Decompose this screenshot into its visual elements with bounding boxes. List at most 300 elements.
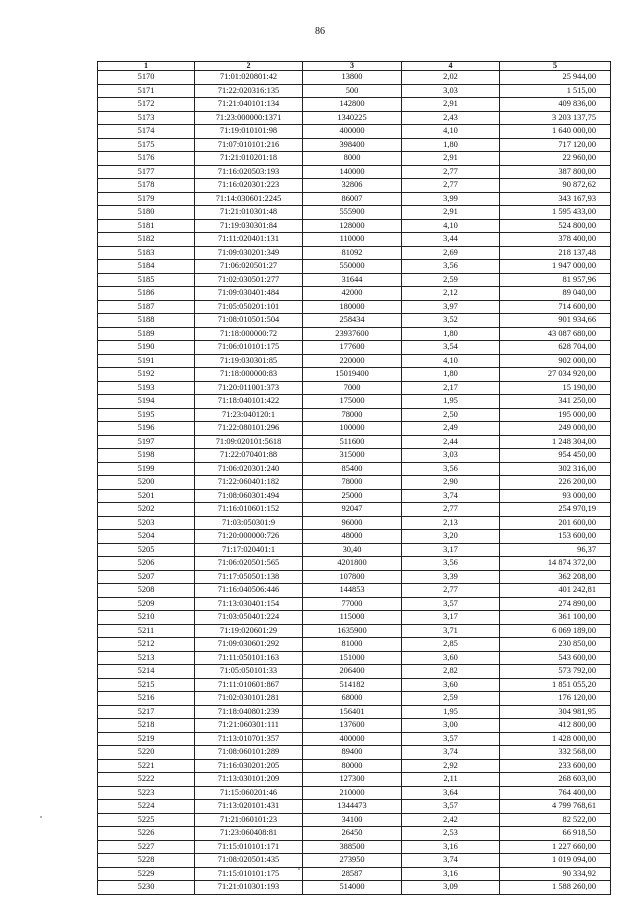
cadastral-number-cell: 71:16:010601:152 bbox=[195, 503, 303, 517]
row-number-cell: 5193 bbox=[98, 381, 195, 395]
rate-cell: 3,60 bbox=[402, 678, 500, 692]
column-header-2: 2 bbox=[195, 62, 303, 71]
table-row bbox=[98, 138, 611, 152]
column-header-4: 4 bbox=[402, 62, 500, 71]
row-number-cell: 5218 bbox=[98, 719, 195, 733]
rate-cell: 2,50 bbox=[402, 408, 500, 422]
row-number-cell: 5216 bbox=[98, 692, 195, 706]
rate-cell: 3,16 bbox=[402, 840, 500, 854]
value-cell: 1 595 433,00 bbox=[500, 206, 611, 220]
rate-cell: 3,52 bbox=[402, 314, 500, 328]
area-cell: 144853 bbox=[303, 584, 402, 598]
value-cell: 6 069 189,00 bbox=[500, 624, 611, 638]
value-cell: 66 918,50 bbox=[500, 827, 611, 841]
cadastral-number-cell: 71:13:030401:154 bbox=[195, 597, 303, 611]
value-cell: 378 400,00 bbox=[500, 233, 611, 247]
area-cell: 175000 bbox=[303, 395, 402, 409]
column-header-5: 5 bbox=[500, 62, 611, 71]
rate-cell: 3,74 bbox=[402, 489, 500, 503]
row-number-cell: 5203 bbox=[98, 516, 195, 530]
row-number-cell: 5190 bbox=[98, 341, 195, 355]
table-row bbox=[98, 98, 611, 112]
row-number-cell: 5220 bbox=[98, 746, 195, 760]
rate-cell: 2,44 bbox=[402, 435, 500, 449]
rate-cell: 4,10 bbox=[402, 354, 500, 368]
row-number-cell: 5173 bbox=[98, 111, 195, 125]
table-row bbox=[98, 327, 611, 341]
cadastral-number-cell: 71:08:060101:289 bbox=[195, 746, 303, 760]
cadastral-number-cell: 71:08:060301:494 bbox=[195, 489, 303, 503]
cadastral-number-cell: 71:11:050101:163 bbox=[195, 651, 303, 665]
area-cell: 550000 bbox=[303, 260, 402, 274]
table-row bbox=[98, 611, 611, 625]
value-cell: 249 000,00 bbox=[500, 422, 611, 436]
table-row bbox=[98, 260, 611, 274]
table-row bbox=[98, 246, 611, 260]
rate-cell: 2,69 bbox=[402, 246, 500, 260]
row-number-cell: 5179 bbox=[98, 192, 195, 206]
table-row bbox=[98, 408, 611, 422]
row-number-cell: 5221 bbox=[98, 759, 195, 773]
value-cell: 901 934,66 bbox=[500, 314, 611, 328]
cadastral-number-cell: 71:19:020601:29 bbox=[195, 624, 303, 638]
cadastral-number-cell: 71:14:030601:2245 bbox=[195, 192, 303, 206]
value-cell: 1 588 260,00 bbox=[500, 881, 611, 895]
rate-cell: 3,56 bbox=[402, 557, 500, 571]
cadastral-number-cell: 71:16:030201:205 bbox=[195, 759, 303, 773]
cadastral-number-cell: 71:18:040801:239 bbox=[195, 705, 303, 719]
rate-cell: 2,43 bbox=[402, 111, 500, 125]
area-cell: 514182 bbox=[303, 678, 402, 692]
rate-cell: 2,77 bbox=[402, 584, 500, 598]
row-number-cell: 5223 bbox=[98, 786, 195, 800]
area-cell: 140000 bbox=[303, 165, 402, 179]
table-row bbox=[98, 773, 611, 787]
row-number-cell: 5171 bbox=[98, 84, 195, 98]
rate-cell: 3,39 bbox=[402, 570, 500, 584]
table-row bbox=[98, 287, 611, 301]
table-row bbox=[98, 692, 611, 706]
value-cell: 343 167,93 bbox=[500, 192, 611, 206]
cadastral-number-cell: 71:20:011001:373 bbox=[195, 381, 303, 395]
value-cell: 954 450,00 bbox=[500, 449, 611, 463]
page-number: 86 bbox=[315, 26, 325, 37]
scan-speck bbox=[40, 816, 42, 818]
area-cell: 4201800 bbox=[303, 557, 402, 571]
table-row bbox=[98, 651, 611, 665]
cadastral-number-cell: 71:16:020503:193 bbox=[195, 165, 303, 179]
cadastral-number-cell: 71:21:040101:134 bbox=[195, 98, 303, 112]
row-number-cell: 5195 bbox=[98, 408, 195, 422]
cadastral-number-cell: 71:13:030101:209 bbox=[195, 773, 303, 787]
rate-cell: 3,20 bbox=[402, 530, 500, 544]
row-number-cell: 5206 bbox=[98, 557, 195, 571]
cadastral-number-cell: 71:15:060201:46 bbox=[195, 786, 303, 800]
cadastral-number-cell: 71:21:060101:23 bbox=[195, 813, 303, 827]
cadastral-number-cell: 71:08:010501:504 bbox=[195, 314, 303, 328]
area-cell: 500 bbox=[303, 84, 402, 98]
value-cell: 409 836,00 bbox=[500, 98, 611, 112]
row-number-cell: 5184 bbox=[98, 260, 195, 274]
area-cell: 388500 bbox=[303, 840, 402, 854]
row-number-cell: 5215 bbox=[98, 678, 195, 692]
rate-cell: 3,56 bbox=[402, 260, 500, 274]
area-cell: 7000 bbox=[303, 381, 402, 395]
cadastral-number-cell: 71:22:020316:135 bbox=[195, 84, 303, 98]
value-cell: 274 890,00 bbox=[500, 597, 611, 611]
table-row bbox=[98, 314, 611, 328]
value-cell: 25 944,00 bbox=[500, 71, 611, 85]
cadastral-number-cell: 71:23:000000:1371 bbox=[195, 111, 303, 125]
area-cell: 13800 bbox=[303, 71, 402, 85]
table-row bbox=[98, 597, 611, 611]
cadastral-number-cell: 71:21:010301:48 bbox=[195, 206, 303, 220]
rate-cell: 3,17 bbox=[402, 611, 500, 625]
cadastral-number-cell: 71:02:030501:277 bbox=[195, 273, 303, 287]
table-row bbox=[98, 489, 611, 503]
table-header-row bbox=[98, 62, 611, 71]
value-cell: 304 981,95 bbox=[500, 705, 611, 719]
cadastral-number-cell: 71:19:010101:98 bbox=[195, 125, 303, 139]
table-row bbox=[98, 786, 611, 800]
area-cell: 100000 bbox=[303, 422, 402, 436]
value-cell: 543 600,00 bbox=[500, 651, 611, 665]
area-cell: 85400 bbox=[303, 462, 402, 476]
cadastral-number-cell: 71:18:040101:422 bbox=[195, 395, 303, 409]
table-row bbox=[98, 840, 611, 854]
rate-cell: 3,99 bbox=[402, 192, 500, 206]
rate-cell: 2,77 bbox=[402, 503, 500, 517]
table-row bbox=[98, 827, 611, 841]
row-number-cell: 5225 bbox=[98, 813, 195, 827]
rate-cell: 3,44 bbox=[402, 233, 500, 247]
table-row bbox=[98, 557, 611, 571]
rate-cell: 3,57 bbox=[402, 597, 500, 611]
rate-cell: 2,91 bbox=[402, 152, 500, 166]
area-cell: 151000 bbox=[303, 651, 402, 665]
table-row bbox=[98, 273, 611, 287]
row-number-cell: 5192 bbox=[98, 368, 195, 382]
value-cell: 4 799 768,61 bbox=[500, 800, 611, 814]
value-cell: 387 800,00 bbox=[500, 165, 611, 179]
table-row bbox=[98, 368, 611, 382]
cadastral-number-cell: 71:23:060408:81 bbox=[195, 827, 303, 841]
row-number-cell: 5187 bbox=[98, 300, 195, 314]
value-cell: 302 316,00 bbox=[500, 462, 611, 476]
area-cell: 78000 bbox=[303, 476, 402, 490]
table-row bbox=[98, 530, 611, 544]
value-cell: 628 704,00 bbox=[500, 341, 611, 355]
value-cell: 230 850,00 bbox=[500, 638, 611, 652]
rate-cell: 1,80 bbox=[402, 327, 500, 341]
area-cell: 115000 bbox=[303, 611, 402, 625]
rate-cell: 2,02 bbox=[402, 71, 500, 85]
area-cell: 78000 bbox=[303, 408, 402, 422]
cadastral-number-cell: 71:11:020401:131 bbox=[195, 233, 303, 247]
area-cell: 137600 bbox=[303, 719, 402, 733]
rate-cell: 2,90 bbox=[402, 476, 500, 490]
row-number-cell: 5207 bbox=[98, 570, 195, 584]
cadastral-number-cell: 71:16:020301:223 bbox=[195, 179, 303, 193]
table-row bbox=[98, 125, 611, 139]
area-cell: 127300 bbox=[303, 773, 402, 787]
row-number-cell: 5174 bbox=[98, 125, 195, 139]
cadastral-number-cell: 71:06:020501:565 bbox=[195, 557, 303, 571]
row-number-cell: 5188 bbox=[98, 314, 195, 328]
area-cell: 400000 bbox=[303, 732, 402, 746]
cadastral-number-cell: 71:09:030401:484 bbox=[195, 287, 303, 301]
cadastral-number-cell: 71:15:010101:175 bbox=[195, 867, 303, 881]
table-row bbox=[98, 584, 611, 598]
table-row bbox=[98, 516, 611, 530]
area-cell: 156401 bbox=[303, 705, 402, 719]
table-row bbox=[98, 678, 611, 692]
table-row bbox=[98, 233, 611, 247]
area-cell: 89400 bbox=[303, 746, 402, 760]
cadastral-number-cell: 71:06:020501:27 bbox=[195, 260, 303, 274]
area-cell: 107800 bbox=[303, 570, 402, 584]
row-number-cell: 5205 bbox=[98, 543, 195, 557]
table-row bbox=[98, 462, 611, 476]
value-cell: 153 600,00 bbox=[500, 530, 611, 544]
row-number-cell: 5191 bbox=[98, 354, 195, 368]
area-cell: 26450 bbox=[303, 827, 402, 841]
value-cell: 717 120,00 bbox=[500, 138, 611, 152]
table-row bbox=[98, 395, 611, 409]
value-cell: 233 600,00 bbox=[500, 759, 611, 773]
table-row bbox=[98, 759, 611, 773]
rate-cell: 4,10 bbox=[402, 125, 500, 139]
area-cell: 142800 bbox=[303, 98, 402, 112]
row-number-cell: 5172 bbox=[98, 98, 195, 112]
value-cell: 90 872,62 bbox=[500, 179, 611, 193]
row-number-cell: 5210 bbox=[98, 611, 195, 625]
rate-cell: 2,12 bbox=[402, 287, 500, 301]
rate-cell: 2,82 bbox=[402, 665, 500, 679]
rate-cell: 3,56 bbox=[402, 462, 500, 476]
table-row bbox=[98, 165, 611, 179]
row-number-cell: 5211 bbox=[98, 624, 195, 638]
value-cell: 27 034 920,00 bbox=[500, 368, 611, 382]
area-cell: 315000 bbox=[303, 449, 402, 463]
value-cell: 93 000,00 bbox=[500, 489, 611, 503]
table-row bbox=[98, 665, 611, 679]
cadastral-number-cell: 71:22:070401:88 bbox=[195, 449, 303, 463]
rate-cell: 2,59 bbox=[402, 692, 500, 706]
value-cell: 43 087 680,00 bbox=[500, 327, 611, 341]
rate-cell: 2,77 bbox=[402, 179, 500, 193]
cadastral-number-cell: 71:22:060401:182 bbox=[195, 476, 303, 490]
table-row bbox=[98, 543, 611, 557]
row-number-cell: 5204 bbox=[98, 530, 195, 544]
table-row bbox=[98, 179, 611, 193]
cadastral-number-cell: 71:23:040120:1 bbox=[195, 408, 303, 422]
rate-cell: 3,71 bbox=[402, 624, 500, 638]
row-number-cell: 5185 bbox=[98, 273, 195, 287]
table-row bbox=[98, 206, 611, 220]
area-cell: 206400 bbox=[303, 665, 402, 679]
value-cell: 226 200,00 bbox=[500, 476, 611, 490]
row-number-cell: 5209 bbox=[98, 597, 195, 611]
rate-cell: 3,74 bbox=[402, 854, 500, 868]
area-cell: 31644 bbox=[303, 273, 402, 287]
area-cell: 86007 bbox=[303, 192, 402, 206]
cadastral-number-cell: 71:08:020501:435 bbox=[195, 854, 303, 868]
row-number-cell: 5227 bbox=[98, 840, 195, 854]
table-row bbox=[98, 867, 611, 881]
table-row bbox=[98, 624, 611, 638]
cadastral-number-cell: 71:22:080101:296 bbox=[195, 422, 303, 436]
row-number-cell: 5224 bbox=[98, 800, 195, 814]
value-cell: 1 947 000,00 bbox=[500, 260, 611, 274]
row-number-cell: 5217 bbox=[98, 705, 195, 719]
row-number-cell: 5226 bbox=[98, 827, 195, 841]
table-row bbox=[98, 854, 611, 868]
table-row bbox=[98, 111, 611, 125]
cadastral-number-cell: 71:02:030101:281 bbox=[195, 692, 303, 706]
value-cell: 362 208,00 bbox=[500, 570, 611, 584]
row-number-cell: 5197 bbox=[98, 435, 195, 449]
value-cell: 361 100,00 bbox=[500, 611, 611, 625]
value-cell: 1 428 000,00 bbox=[500, 732, 611, 746]
cadastral-number-cell: 71:21:060301:111 bbox=[195, 719, 303, 733]
table-row bbox=[98, 746, 611, 760]
scan-speck bbox=[298, 868, 300, 870]
row-number-cell: 5189 bbox=[98, 327, 195, 341]
row-number-cell: 5178 bbox=[98, 179, 195, 193]
table-row bbox=[98, 449, 611, 463]
table-row bbox=[98, 719, 611, 733]
rate-cell: 3,60 bbox=[402, 651, 500, 665]
cadastral-number-cell: 71:19:030301:84 bbox=[195, 219, 303, 233]
area-cell: 42000 bbox=[303, 287, 402, 301]
rate-cell: 3,16 bbox=[402, 867, 500, 881]
area-cell: 514000 bbox=[303, 881, 402, 895]
row-number-cell: 5186 bbox=[98, 287, 195, 301]
area-cell: 398400 bbox=[303, 138, 402, 152]
rate-cell: 1,80 bbox=[402, 138, 500, 152]
rate-cell: 3,03 bbox=[402, 449, 500, 463]
area-cell: 511600 bbox=[303, 435, 402, 449]
table-row bbox=[98, 354, 611, 368]
rate-cell: 3,54 bbox=[402, 341, 500, 355]
rate-cell: 3,00 bbox=[402, 719, 500, 733]
value-cell: 332 568,00 bbox=[500, 746, 611, 760]
data-table bbox=[97, 61, 611, 895]
cadastral-number-cell: 71:13:010701:357 bbox=[195, 732, 303, 746]
area-cell: 96000 bbox=[303, 516, 402, 530]
value-cell: 714 600,00 bbox=[500, 300, 611, 314]
table-row bbox=[98, 152, 611, 166]
cadastral-number-cell: 71:06:010101:175 bbox=[195, 341, 303, 355]
rate-cell: 2,91 bbox=[402, 206, 500, 220]
rate-cell: 3,09 bbox=[402, 881, 500, 895]
value-cell: 22 960,00 bbox=[500, 152, 611, 166]
row-number-cell: 5229 bbox=[98, 867, 195, 881]
rate-cell: 3,17 bbox=[402, 543, 500, 557]
rate-cell: 2,42 bbox=[402, 813, 500, 827]
value-cell: 81 957,96 bbox=[500, 273, 611, 287]
area-cell: 15019400 bbox=[303, 368, 402, 382]
cadastral-number-cell: 71:19:030301:85 bbox=[195, 354, 303, 368]
rate-cell: 4,10 bbox=[402, 219, 500, 233]
rate-cell: 3,64 bbox=[402, 786, 500, 800]
cadastral-number-cell: 71:15:010101:171 bbox=[195, 840, 303, 854]
rate-cell: 1,95 bbox=[402, 705, 500, 719]
cadastral-number-cell: 71:16:040506:446 bbox=[195, 584, 303, 598]
value-cell: 254 970,19 bbox=[500, 503, 611, 517]
value-cell: 412 800,00 bbox=[500, 719, 611, 733]
value-cell: 764 400,00 bbox=[500, 786, 611, 800]
row-number-cell: 5201 bbox=[98, 489, 195, 503]
table-row bbox=[98, 435, 611, 449]
area-cell: 210000 bbox=[303, 786, 402, 800]
area-cell: 68000 bbox=[303, 692, 402, 706]
area-cell: 110000 bbox=[303, 233, 402, 247]
area-cell: 30,40 bbox=[303, 543, 402, 557]
rate-cell: 2,77 bbox=[402, 165, 500, 179]
area-cell: 32806 bbox=[303, 179, 402, 193]
row-number-cell: 5228 bbox=[98, 854, 195, 868]
area-cell: 23937600 bbox=[303, 327, 402, 341]
row-number-cell: 5183 bbox=[98, 246, 195, 260]
row-number-cell: 5202 bbox=[98, 503, 195, 517]
row-number-cell: 5181 bbox=[98, 219, 195, 233]
value-cell: 14 874 372,00 bbox=[500, 557, 611, 571]
rate-cell: 2,59 bbox=[402, 273, 500, 287]
rate-cell: 2,85 bbox=[402, 638, 500, 652]
cadastral-number-cell: 71:03:050301:9 bbox=[195, 516, 303, 530]
table-row bbox=[98, 732, 611, 746]
value-cell: 218 137,48 bbox=[500, 246, 611, 260]
cadastral-number-cell: 71:05:050201:101 bbox=[195, 300, 303, 314]
table-row bbox=[98, 71, 611, 85]
cadastral-number-cell: 71:09:030601:292 bbox=[195, 638, 303, 652]
area-cell: 1635900 bbox=[303, 624, 402, 638]
table-row bbox=[98, 341, 611, 355]
value-cell: 902 000,00 bbox=[500, 354, 611, 368]
column-header-3: 3 bbox=[303, 62, 402, 71]
rate-cell: 1,95 bbox=[402, 395, 500, 409]
table-row bbox=[98, 503, 611, 517]
rate-cell: 2,91 bbox=[402, 98, 500, 112]
value-cell: 90 334,92 bbox=[500, 867, 611, 881]
area-cell: 81092 bbox=[303, 246, 402, 260]
row-number-cell: 5175 bbox=[98, 138, 195, 152]
rate-cell: 3,74 bbox=[402, 746, 500, 760]
area-cell: 177600 bbox=[303, 341, 402, 355]
cadastral-number-cell: 71:01:020801:42 bbox=[195, 71, 303, 85]
value-cell: 1 227 660,00 bbox=[500, 840, 611, 854]
cadastral-number-cell: 71:07:010101:216 bbox=[195, 138, 303, 152]
row-number-cell: 5214 bbox=[98, 665, 195, 679]
cadastral-number-cell: 71:20:000000:726 bbox=[195, 530, 303, 544]
rate-cell: 2,92 bbox=[402, 759, 500, 773]
rate-cell: 2,17 bbox=[402, 381, 500, 395]
row-number-cell: 5196 bbox=[98, 422, 195, 436]
table-row bbox=[98, 570, 611, 584]
table-row bbox=[98, 813, 611, 827]
area-cell: 1344473 bbox=[303, 800, 402, 814]
cadastral-number-cell: 71:03:050401:224 bbox=[195, 611, 303, 625]
row-number-cell: 5200 bbox=[98, 476, 195, 490]
cadastral-number-cell: 71:17:050501:138 bbox=[195, 570, 303, 584]
cadastral-number-cell: 71:05:050101:33 bbox=[195, 665, 303, 679]
area-cell: 48000 bbox=[303, 530, 402, 544]
row-number-cell: 5222 bbox=[98, 773, 195, 787]
cadastral-number-cell: 71:11:010601:867 bbox=[195, 678, 303, 692]
area-cell: 81000 bbox=[303, 638, 402, 652]
